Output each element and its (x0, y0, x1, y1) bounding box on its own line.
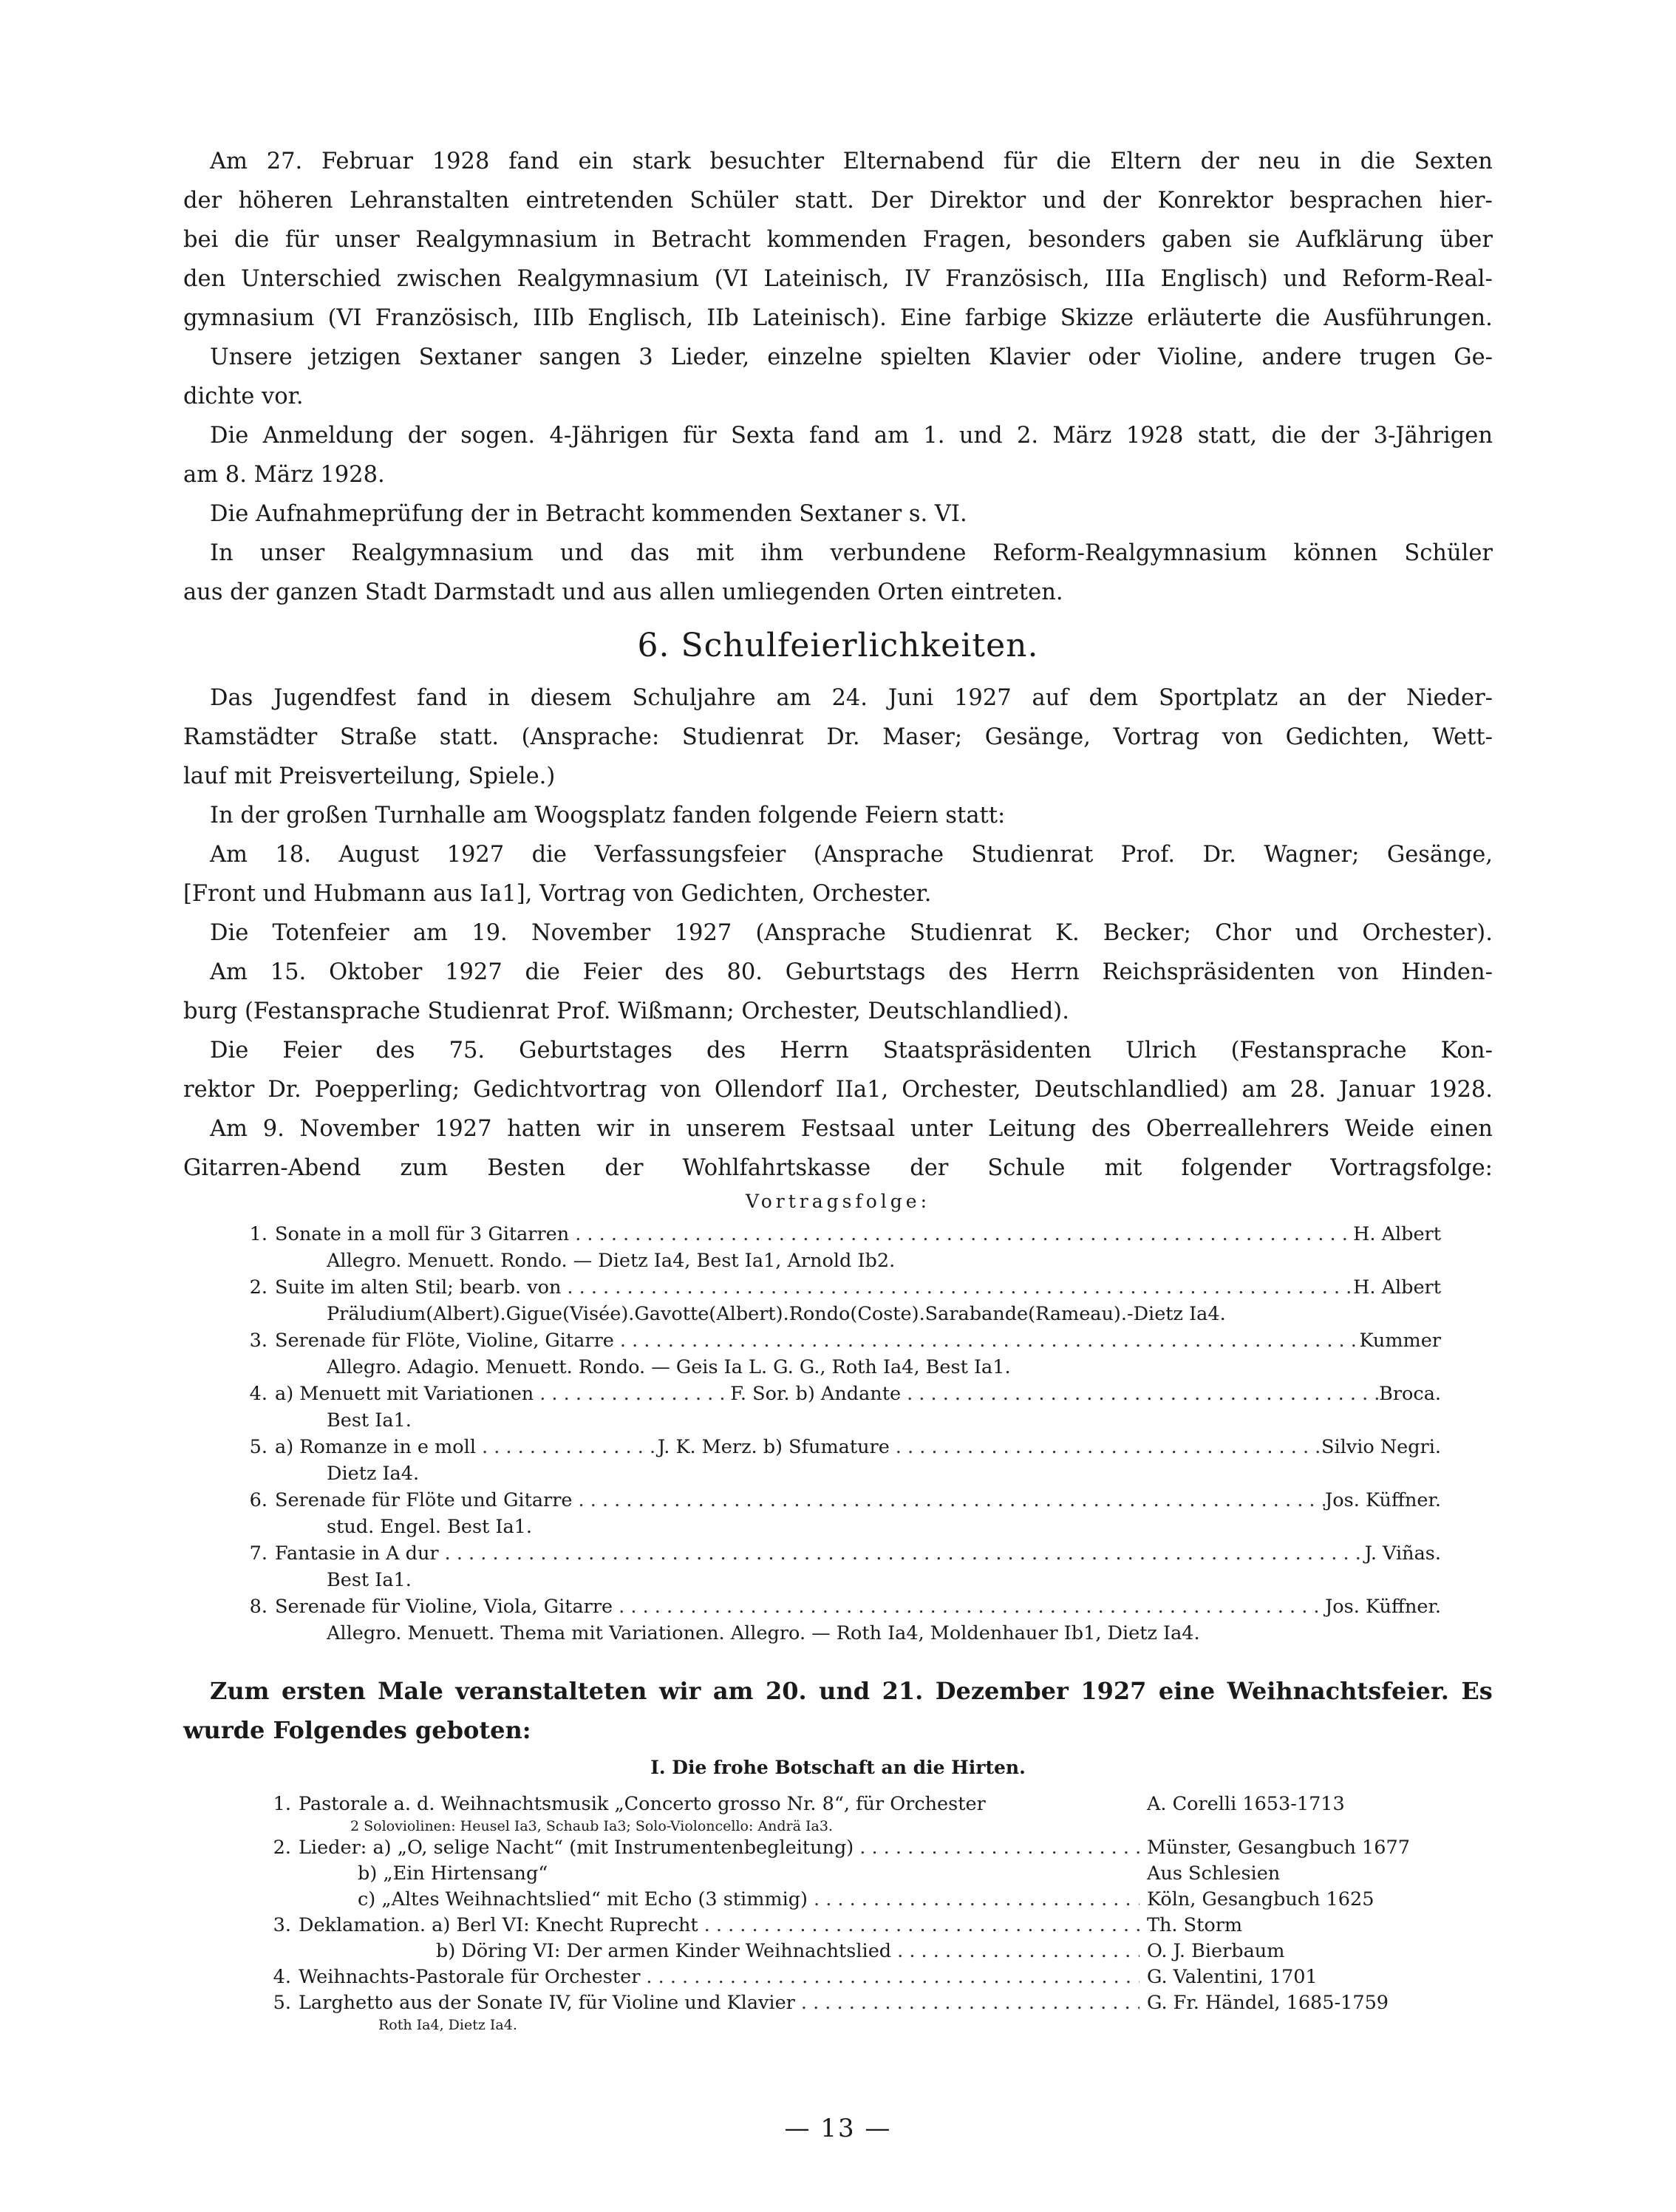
item-title: b) Döring VI: Der armen Kinder Weihnachtslied (436, 1940, 892, 1962)
item-composer: Silvio Negri. (1321, 1436, 1441, 1458)
item-number: 4. (273, 1966, 291, 1988)
item-detail: stud. Engel. Best Ia1. (327, 1516, 532, 1538)
item-composer: Broca. (1379, 1383, 1441, 1405)
christmas-line: Zum ersten Male veranstalteten wir am 20. und 21. Dezember 1927 eine Weihnachtsfeier. Es (210, 1677, 1493, 1705)
program-item (244, 1434, 1441, 1460)
intro-line: Die Anmeldung der sogen. 4-Jährigen für Sexta fand am 1. und 2. März 1928 statt, die der 3-Jährigen (210, 423, 1493, 449)
item-title: Sonate in a moll für 3 Gitarren (275, 1223, 570, 1245)
item-title: Fantasie in A dur (275, 1542, 439, 1565)
item-title: Serenade für Flöte und Gitarre (275, 1489, 573, 1511)
item-detail: Best Ia1. (327, 1569, 412, 1591)
item-title: Suite im alten Stil; bearb. von (275, 1276, 562, 1299)
christmas-paragraph (183, 1672, 1493, 1750)
item-detail: Präludium(Albert).Gigue(Visée).Gavotte(Albert).Rondo(Coste).Sarabande(Rameau).-Dietz Ia4. (327, 1303, 1226, 1325)
item-detail: Allegro. Adagio. Menuett. Rondo. — Geis Ia L. G. G., Roth Ia4, Best Ia1. (327, 1356, 1011, 1378)
item-number: 5. (273, 1992, 291, 2014)
item-title: Larghetto aus der Sonate IV, für Violine und Klavier (299, 1992, 795, 2014)
intro-line: den Unterschied zwischen Realgymnasium (VI Lateinisch, IV Französisch, IIIa Englisch) und Reform-Real- (183, 266, 1493, 292)
leader-dots (561, 1274, 1353, 1301)
leader-dots (534, 1381, 730, 1407)
item-title: Deklamation. a) Berl VI: Knecht Ruprecht (299, 1914, 698, 1936)
intro-line: Unsere jetzigen Sextaner sangen 3 Lieder, einzelne spielten Klavier oder Violine, andere trugen Ge- (210, 344, 1493, 370)
christmas-row (268, 1817, 1420, 1835)
item-title: Serenade für Violine, Viola, Gitarre (275, 1596, 613, 1618)
intro-paragraphs (183, 142, 1493, 612)
leader-dots (891, 1939, 1140, 1964)
item-composer: J. Viñas. (1364, 1542, 1441, 1565)
item-composer: Jos. Küffner. (1325, 1596, 1441, 1618)
item-composer: G. Valentini, 1701 (1147, 1966, 1318, 1988)
body-line: Das Jugendfest fand in diesem Schuljahre am 24. Juni 1927 auf dem Sportplatz an der Nieder- (210, 685, 1493, 711)
intro-line: der höheren Lehranstalten eintretenden Schüler statt. Der Direktor und der Konrektor besprachen hier- (183, 188, 1493, 214)
program-item (244, 1274, 1441, 1301)
leader-dots (439, 1540, 1365, 1567)
item-number: 2. (249, 1276, 268, 1299)
christmas-program (268, 1791, 1420, 2034)
christmas-row (268, 1791, 1420, 1817)
leader-dots (901, 1381, 1379, 1407)
program-item (244, 1487, 1441, 1514)
intro-line: dichte vor. (183, 384, 304, 409)
item-composer: A. Corelli 1653-1713 (1147, 1793, 1345, 1815)
item-detail: Dietz Ia4. (327, 1463, 420, 1485)
item-number: 5. (249, 1436, 268, 1458)
body-line: In der großen Turnhalle am Woogsplatz fanden folgende Feiern statt: (210, 803, 1006, 828)
body-line: burg (Festansprache Studienrat Prof. Wißmann; Orchester, Deutschlandlied). (183, 998, 1069, 1024)
intro-line: Die Aufnahmeprüfung der in Betracht kommenden Sextaner s. VI. (210, 501, 967, 527)
leader-dots (640, 1964, 1140, 1990)
item-title: a) Menuett mit Variationen (275, 1383, 534, 1405)
body-line: Am 15. Oktober 1927 die Feier des 80. Geburtstags des Herrn Reichspräsidenten von Hinden- (210, 959, 1493, 985)
item-composer: G. Fr. Händel, 1685-1759 (1147, 1992, 1389, 2014)
item-detail: Best Ia1. (327, 1409, 412, 1432)
leader-dots (573, 1487, 1326, 1514)
program-list (244, 1221, 1441, 1647)
item-number: 7. (249, 1542, 268, 1565)
body-line: Gitarren-Abend zum Besten der Wohlfahrtskasse der Schule mit folgender Vortragsfolge: (183, 1155, 1493, 1181)
item-composer: Kummer (1359, 1330, 1441, 1352)
program-heading: Vortragsfolge: (745, 1191, 931, 1212)
christmas-row (268, 1887, 1420, 1913)
leader-dots (614, 1327, 1360, 1354)
intro-line: bei die für unser Realgymnasium in Betracht kommenden Fragen, besonders gaben sie Aufklärung über (183, 227, 1493, 253)
item-detail: Allegro. Menuett. Rondo. — Dietz Ia4, Best Ia1, Arnold Ib2. (327, 1250, 896, 1272)
christmas-row (268, 1835, 1420, 1861)
body-line: Ramstädter Straße statt. (Ansprache: Studienrat Dr. Maser; Gesänge, Vortrag von Gedichten, Wett- (183, 724, 1493, 750)
christmas-row (268, 1939, 1420, 1964)
program-item (244, 1593, 1441, 1620)
intro-line: aus der ganzen Stadt Darmstadt und aus allen umliegenden Orten eintreten. (183, 579, 1063, 605)
program-item (244, 1381, 1441, 1407)
christmas-row (268, 1913, 1420, 1939)
intro-line: gymnasium (VI Französisch, IIIb Englisch, IIb Lateinisch). Eine farbige Skizze erläuterte die Ausführungen. (183, 305, 1493, 331)
intro-line: In unser Realgymnasium und das mit ihm verbundene Reform-Realgymnasium können Schüler (210, 540, 1493, 566)
item-middle: J. K. Merz. b) Sfumature (657, 1436, 890, 1458)
item-composer: Köln, Gesangbuch 1625 (1147, 1888, 1374, 1910)
leader-dots (854, 1835, 1140, 1861)
body-paragraphs (183, 678, 1493, 1188)
item-composer: Th. Storm (1147, 1914, 1243, 1936)
leader-dots (613, 1593, 1325, 1620)
body-line: Am 9. November 1927 hatten wir in unserem Festsaal unter Leitung des Oberreallehrers Weide einen (210, 1116, 1493, 1142)
program-item (244, 1221, 1441, 1248)
leader-dots (476, 1434, 658, 1460)
item-number: 2. (273, 1837, 291, 1859)
item-detail: 2 Soloviolinen: Heusel Ia3, Schaub Ia3; Solo-Violoncello: Andrä Ia3. (350, 1818, 833, 1834)
christmas-row (268, 2016, 1420, 2034)
intro-line: Am 27. Februar 1928 fand ein stark besuchter Elternabend für die Eltern der neu in die Sexten (210, 149, 1493, 174)
item-number: 3. (273, 1914, 291, 1936)
body-line: lauf mit Preisverteilung, Spiele.) (183, 763, 556, 789)
body-line: Die Feier des 75. Geburtstages des Herrn Staatspräsidenten Ulrich (Festansprache Kon- (210, 1038, 1493, 1064)
leader-dots (569, 1221, 1353, 1248)
program-item (244, 1540, 1441, 1567)
item-composer: Münster, Gesangbuch 1677 (1147, 1837, 1410, 1859)
item-number: 1. (273, 1793, 291, 1815)
item-detail: Allegro. Menuett. Thema mit Variationen. Allegro. — Roth Ia4, Moldenhauer Ib1, Dietz Ia4. (327, 1622, 1200, 1644)
item-composer: H. Albert (1353, 1223, 1441, 1245)
christmas-row (268, 1964, 1420, 1990)
leader-dots (795, 1990, 1140, 2016)
item-number: 6. (249, 1489, 268, 1511)
page-number: — 13 — (784, 2114, 892, 2143)
item-title: c) „Altes Weihnachtslied“ mit Echo (3 stimmig) (358, 1888, 808, 1910)
item-composer: O. J. Bierbaum (1147, 1940, 1285, 1962)
item-number: 4. (249, 1383, 268, 1405)
item-title: Serenade für Flöte, Violine, Gitarre (275, 1330, 614, 1352)
item-number: 1. (249, 1223, 268, 1245)
christmas-row (268, 1861, 1420, 1887)
section-title: 6. Schulfeierlichkeiten. (637, 627, 1039, 664)
christmas-line: wurde Folgendes geboten: (183, 1716, 531, 1744)
item-title: a) Romanze in e moll (275, 1436, 476, 1458)
item-composer: Jos. Küffner. (1325, 1489, 1441, 1511)
christmas-part-title: I. Die frohe Botschaft an die Hirten. (650, 1757, 1026, 1778)
item-detail: Roth Ia4, Dietz Ia4. (378, 2017, 517, 2033)
item-composer: H. Albert (1353, 1276, 1441, 1299)
item-middle: F. Sor. b) Andante (730, 1383, 902, 1405)
body-line: rektor Dr. Poepperling; Gedichtvortrag von Ollendorf IIa1, Orchester, Deutschlandlied) am 28. Januar 1928. (183, 1077, 1493, 1103)
item-number: 3. (249, 1330, 268, 1352)
body-line: Die Totenfeier am 19. November 1927 (Ansprache Studienrat K. Becker; Chor und Orchester). (210, 920, 1493, 946)
intro-line: am 8. März 1928. (183, 462, 385, 488)
item-number: 8. (249, 1596, 268, 1618)
body-line: [Front und Hubmann aus Ia1], Vortrag von Gedichten, Orchester. (183, 881, 932, 907)
program-item (244, 1327, 1441, 1354)
christmas-row (268, 1990, 1420, 2016)
item-title: b) „Ein Hirtensang“ (358, 1862, 548, 1885)
leader-dots (698, 1913, 1140, 1939)
item-title: Weihnachts-Pastorale für Orchester (299, 1966, 641, 1988)
item-title: Pastorale a. d. Weihnachtsmusik „Concerto grosso Nr. 8“, für Orchester (299, 1793, 986, 1815)
item-composer: Aus Schlesien (1147, 1862, 1281, 1885)
item-title: Lieder: a) „O, selige Nacht“ (mit Instrumentenbegleitung) (299, 1837, 854, 1859)
leader-dots (808, 1887, 1140, 1913)
leader-dots (890, 1434, 1321, 1460)
body-line: Am 18. August 1927 die Verfassungsfeier (Ansprache Studienrat Prof. Dr. Wagner; Gesänge, (210, 842, 1493, 868)
